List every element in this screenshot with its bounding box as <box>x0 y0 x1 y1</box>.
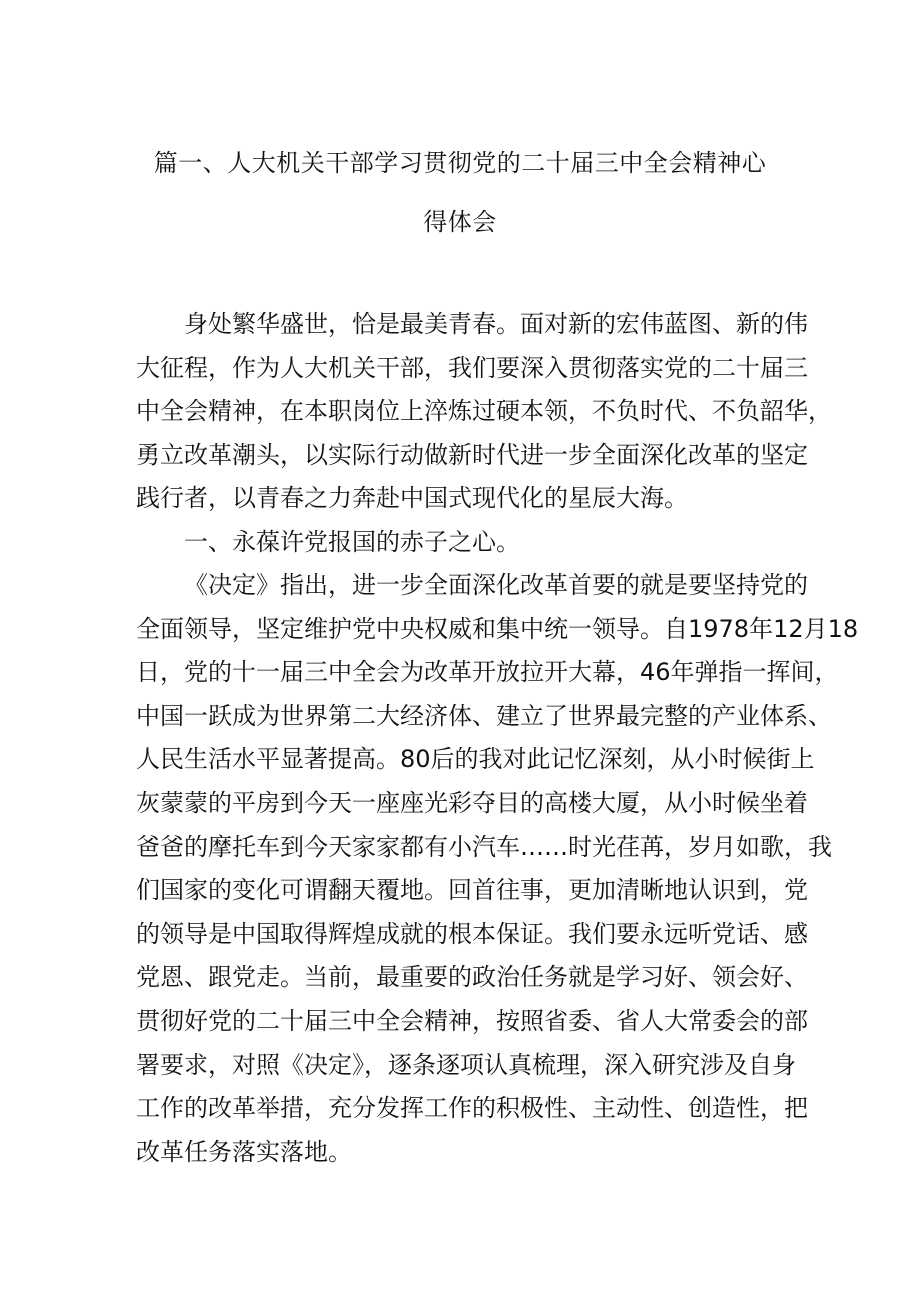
paragraph-line: 党恩、跟党走。当前，最重要的政治任务就是学习好、领会好、 <box>136 963 808 992</box>
paragraph-intro <box>136 303 832 521</box>
paragraph-line: 灰蒙蒙的平房到今天一座座光彩夺目的高楼大厦，从小时候坐着 <box>136 788 808 817</box>
paragraph-line: 人民生活水平显著提高。80后的我对此记忆深刻，从小时候街上 <box>136 745 815 774</box>
paragraph-line: 爸爸的摩托车到今天家家都有小汽车……时光荏苒，岁月如歌，我 <box>136 832 832 861</box>
paragraph-line: 贯彻好党的二十届三中全会精神，按照省委、省人大常委会的部 <box>136 1006 808 1035</box>
paragraph-line: 身处繁华盛世，恰是最美青春。面对新的宏伟蓝图、新的伟 <box>184 310 808 338</box>
paragraph-line: 全面领导，坚定维护党中央权威和集中统一领导。自1978年12月18 <box>136 614 859 643</box>
paragraph-line: 中国一跃成为世界第二大经济体、建立了世界最完整的产业体系、 <box>136 701 832 730</box>
paragraph-line: 工作的改革举措，充分发挥工作的积极性、主动性、创造性，把 <box>136 1094 808 1123</box>
paragraph-line: 的领导是中国取得辉煌成就的根本保证。我们要永远听党话、感 <box>136 919 808 948</box>
paragraph-line: 《决定》指出，进一步全面深化改革首要的就是要坚持党的 <box>184 571 808 599</box>
document-title-line-2: 得体会 <box>423 208 497 236</box>
paragraph-line: 署要求，对照《决定》，逐条逐项认真梳理，深入研究涉及自身 <box>136 1050 796 1079</box>
section-heading-line: 一、永葆许党报国的赤子之心。 <box>184 528 520 556</box>
paragraph-line: 勇立改革潮头，以实际行动做新时代进一步全面深化改革的坚定 <box>136 440 808 469</box>
paragraph-decision <box>136 564 859 1174</box>
paragraph-line: 改革任务落实落地。 <box>136 1137 352 1166</box>
paragraph-line: 中全会精神，在本职岗位上淬炼过硬本领，不负时代、不负韶华， <box>136 397 832 426</box>
paragraph-line: 践行者，以青春之力奔赴中国式现代化的星辰大海。 <box>136 484 688 513</box>
paragraph-line: 日，党的十一届三中全会为改革开放拉开大幕，46年弹指一挥间， <box>136 658 839 687</box>
document-title-line-1: 篇一、人大机关干部学习贯彻党的二十届三中全会精神心 <box>153 149 767 177</box>
paragraph-line: 大征程，作为人大机关干部，我们要深入贯彻落实党的二十届三 <box>136 353 808 382</box>
paragraph-line: 们国家的变化可谓翻天覆地。回首往事，更加清晰地认识到，党 <box>136 876 808 905</box>
section-heading-1 <box>136 521 786 565</box>
